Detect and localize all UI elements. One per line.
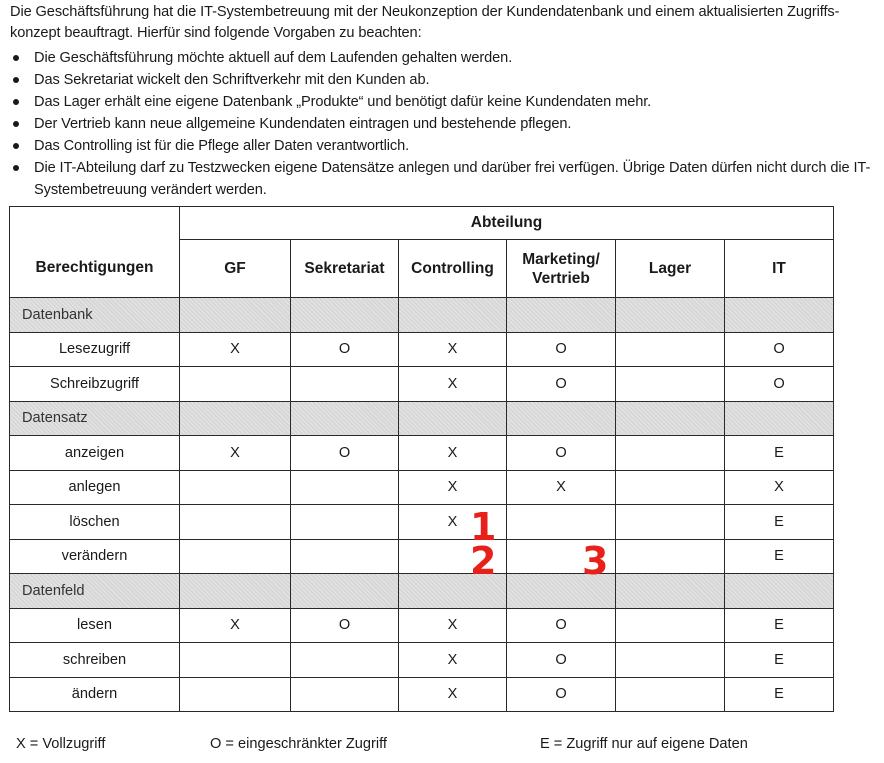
red-annotation-2: 2 [470,539,497,583]
permission-cell [616,470,725,505]
requirement-item: Das Controlling ist für die Pflege aller Daten verantwortlich. [10,135,874,157]
column-header-controlling: Controlling [399,240,507,298]
row-label: anlegen [10,470,180,505]
permission-cell [616,539,725,574]
row-label: lesen [10,608,180,643]
permission-cell: O [507,367,616,402]
row-label: löschen [10,505,180,540]
permission-cell: O [291,608,399,643]
permission-cell [616,643,725,678]
section-cell [180,401,291,436]
table-group-header-row [10,207,834,240]
permission-cell: E [725,643,834,678]
red-annotation-1: 1 [470,505,497,549]
section-cell [180,574,291,609]
requirement-item: Die Geschäftsführung möchte aktuell auf dem Laufenden gehalten werden. [10,47,874,69]
requirements-list [10,47,874,201]
permission-cell [616,436,725,471]
column-header-it: IT [725,240,834,298]
permission-cell: X [725,470,834,505]
permission-cell: X [399,332,507,367]
section-label: Datensatz [10,401,180,436]
table-row [10,643,834,678]
table-row [10,470,834,505]
section-row [10,574,834,609]
permission-cell: E [725,539,834,574]
row-label: Lesezugriff [10,332,180,367]
permission-cell: O [291,332,399,367]
legend-e: E = Zugriff nur auf eigene Daten [540,736,748,752]
permission-cell: X [507,470,616,505]
intro-text [10,2,874,201]
section-cell [725,401,834,436]
permission-cell: X [399,470,507,505]
intro-paragraph-line2: konzept beauftragt. Hierfür sind folgende Vorgaben zu beachten: [10,25,422,41]
requirement-item: Der Vertrieb kann neue allgemeine Kundendaten eintragen und bestehende pflegen. [10,113,874,135]
permission-cell [616,505,725,540]
section-cell [180,298,291,333]
permission-cell: X [399,677,507,712]
permission-cell: E [725,436,834,471]
section-cell [616,401,725,436]
table-corner-cell [10,207,180,240]
row-label: anzeigen [10,436,180,471]
permission-cell [291,677,399,712]
permission-cell: O [725,332,834,367]
permission-cell: E [725,677,834,712]
permission-cell [180,367,291,402]
table-body [10,298,834,712]
section-cell [399,298,507,333]
column-header-marketing-vertrieb: Marketing/ Vertrieb [507,240,616,298]
column-header-gf: GF [180,240,291,298]
permission-cell [291,505,399,540]
permission-cell [180,539,291,574]
table-row [10,677,834,712]
permission-cell [616,332,725,367]
table-row [10,539,834,574]
section-cell [507,298,616,333]
table-row [10,332,834,367]
permissions-table [9,206,834,712]
table-row [10,608,834,643]
permission-cell [507,505,616,540]
row-label: schreiben [10,643,180,678]
legend-o: O = eingeschränkter Zugriff [210,736,387,752]
permission-cell: E [725,608,834,643]
permission-cell: O [507,436,616,471]
permission-cell: X [180,332,291,367]
legend-x: X = Vollzugriff [16,736,106,752]
table-row [10,436,834,471]
permission-cell [291,470,399,505]
permission-cell [180,470,291,505]
permission-cell [180,677,291,712]
row-label: verändern [10,539,180,574]
permission-cell [180,643,291,678]
section-cell [291,298,399,333]
permission-cell: X [180,608,291,643]
permission-cell: E [725,505,834,540]
permission-cell: O [291,436,399,471]
section-cell [507,401,616,436]
permission-cell: X [399,608,507,643]
permission-cell [291,539,399,574]
permission-cell: X [399,436,507,471]
table-row [10,505,834,540]
permission-cell: O [725,367,834,402]
intro-paragraph [10,2,874,44]
section-cell [616,298,725,333]
permission-cell: O [507,332,616,367]
permission-cell [616,677,725,712]
column-header-lager: Lager [616,240,725,298]
permission-cell: X [399,643,507,678]
permission-cell [291,367,399,402]
department-group-header: Abteilung [180,207,834,240]
table-row [10,367,834,402]
section-label: Datenbank [10,298,180,333]
requirement-item: Das Lager erhält eine eigene Datenbank „Produkte“ und benötigt dafür keine Kundendaten mehr. [10,91,874,113]
permission-cell: X [180,436,291,471]
section-cell [291,574,399,609]
column-header-sekretariat: Sekretariat [291,240,399,298]
permissions-header: Berechtigungen [10,240,180,298]
permission-cell: X [399,505,507,540]
section-cell [616,574,725,609]
section-label: Datenfeld [10,574,180,609]
section-row [10,401,834,436]
permission-cell: O [507,608,616,643]
row-label: Schreibzugriff [10,367,180,402]
intro-paragraph-line1: Die Geschäftsführung hat die IT-Systembetreuung mit der Neukonzeption der Kundendatenbank und einem aktualisierten Zugriffs- [10,4,840,20]
section-cell [399,401,507,436]
section-cell [725,298,834,333]
permission-cell: O [507,677,616,712]
permission-cell: O [507,643,616,678]
permission-cell: X [399,367,507,402]
requirement-item: Das Sekretariat wickelt den Schriftverkehr mit den Kunden ab. [10,69,874,91]
permission-cell [616,367,725,402]
row-label: ändern [10,677,180,712]
section-cell [725,574,834,609]
red-annotation-3: 3 [582,539,609,583]
requirement-item: Die IT-Abteilung darf zu Testzwecken eigene Datensätze anlegen und darüber frei verfügen. Übrige Daten dürfen nicht durch die IT-Systembetreuung verändert werden. [10,157,874,201]
section-row [10,298,834,333]
permission-cell [616,608,725,643]
table-header-row [10,240,834,298]
permission-cell [291,643,399,678]
permission-cell [180,505,291,540]
section-cell [291,401,399,436]
